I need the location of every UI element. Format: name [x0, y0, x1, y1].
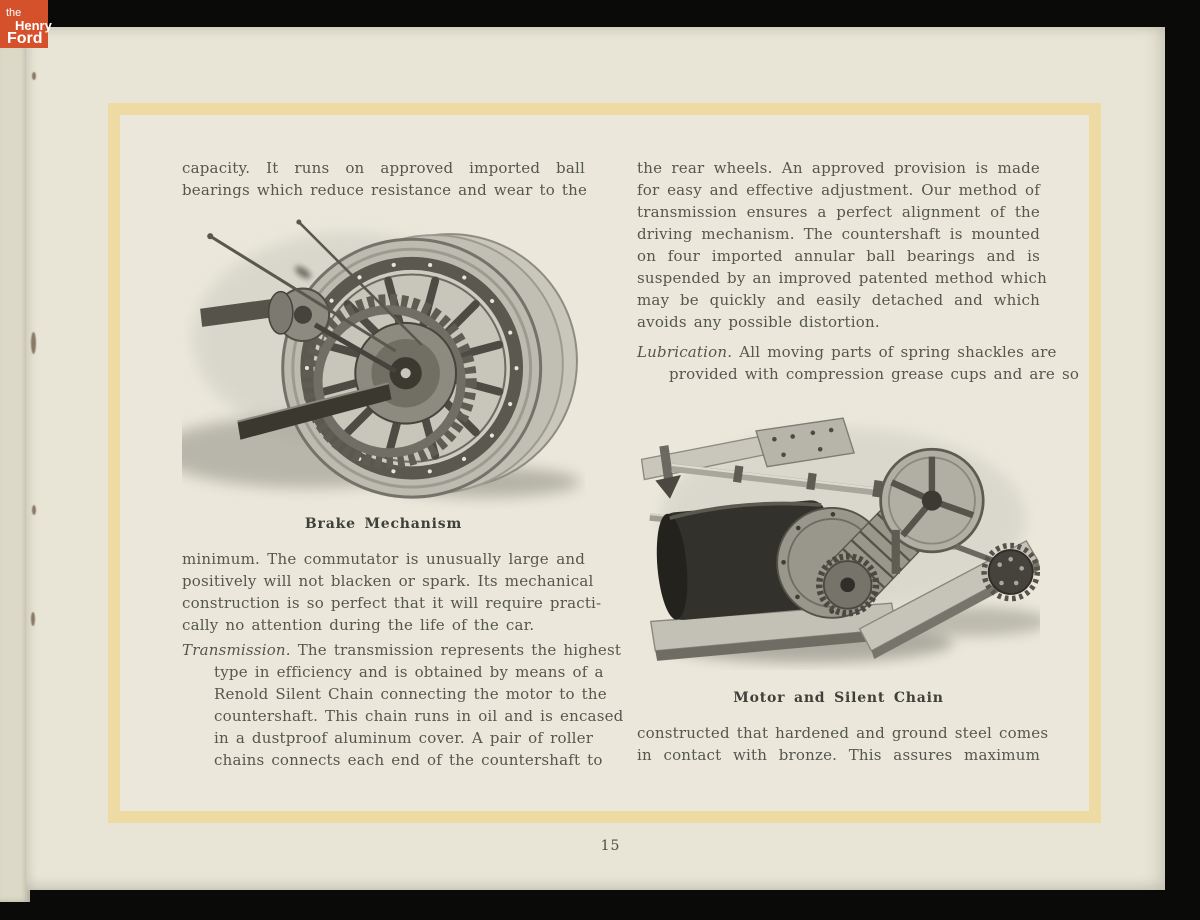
text-line: type in efficiency and is obtained by means of a [214, 663, 604, 681]
text-line: in a dustproof aluminum cover. A pair of roller [214, 729, 594, 747]
text-line: cally no attention during the life of the car. [182, 616, 535, 634]
paragraph [637, 722, 1049, 766]
text-line: transmission ensures a perfect alignment of the [637, 203, 1040, 221]
figure-caption: Motor and Silent Chain [733, 690, 944, 706]
text-line [182, 639, 622, 661]
logo-text-henry: Henry [15, 18, 52, 33]
brake-mechanism-illustration [182, 212, 585, 509]
text-line [637, 341, 1057, 363]
text-line: construction is so perfect that it will require practi- [182, 594, 602, 612]
paragraph-transmission [182, 639, 624, 771]
paragraph-lead-word: Transmission. [182, 641, 291, 659]
logo-text-ford: Ford [7, 30, 43, 47]
book-page [26, 27, 1165, 890]
text-line: capacity. It runs on approved imported ball [182, 159, 585, 177]
motor-silent-chain-illustration [637, 409, 1040, 670]
text-line: on four imported annular ball bearings and is [637, 247, 1040, 265]
text-line: the rear wheels. An approved provision is made [637, 159, 1040, 177]
paragraph [637, 157, 1047, 333]
text-line: chains connects each end of the countershaft to [214, 751, 603, 769]
text-line: constructed that hardened and ground steel comes [637, 724, 1049, 742]
binding-stitch-mark [31, 332, 36, 354]
figure-motor-silent-chain [637, 409, 1040, 670]
logo-text-the: the [6, 7, 22, 19]
text-line: driving mechanism. The countershaft is mounted [637, 225, 1040, 243]
text-line: may be quickly and easily detached and which [637, 291, 1040, 309]
page-number: 15 [600, 838, 621, 854]
paragraph [182, 548, 602, 636]
text-line: bearings which reduce resistance and wear to the [182, 181, 588, 199]
henry-ford-logo [0, 0, 52, 48]
text-line: in contact with bronze. This assures maximum [637, 746, 1040, 764]
paragraph-lead-word: Lubrication. [637, 343, 733, 361]
text-span: The transmission represents the highest [297, 641, 622, 659]
text-line: positively will not blacken or spark. Its mechanical [182, 572, 594, 590]
text-span: All moving parts of spring shackles are [739, 343, 1057, 361]
text-line: avoids any possible distortion. [637, 313, 880, 331]
paragraph-lubrication [637, 341, 1080, 385]
figure-caption: Brake Mechanism [304, 516, 463, 532]
text-line: for easy and effective adjustment. Our method of [637, 181, 1040, 199]
column-right [637, 157, 1080, 777]
text-line: provided with compression grease cups and are so [669, 365, 1080, 383]
text-line: countershaft. This chain runs in oil and is encased [214, 707, 624, 725]
text-line: minimum. The commutator is unusually large and [182, 550, 585, 568]
paragraph [182, 157, 588, 201]
text-line: Renold Silent Chain connecting the motor to the [214, 685, 607, 703]
column-left [182, 157, 624, 777]
binding-stitch-mark [32, 505, 36, 515]
text-line: suspended by an improved patented method which [637, 269, 1047, 287]
binding-stitch-mark [31, 612, 35, 626]
binding-stitch-mark [32, 72, 36, 80]
figure-brake-mechanism [182, 212, 585, 509]
